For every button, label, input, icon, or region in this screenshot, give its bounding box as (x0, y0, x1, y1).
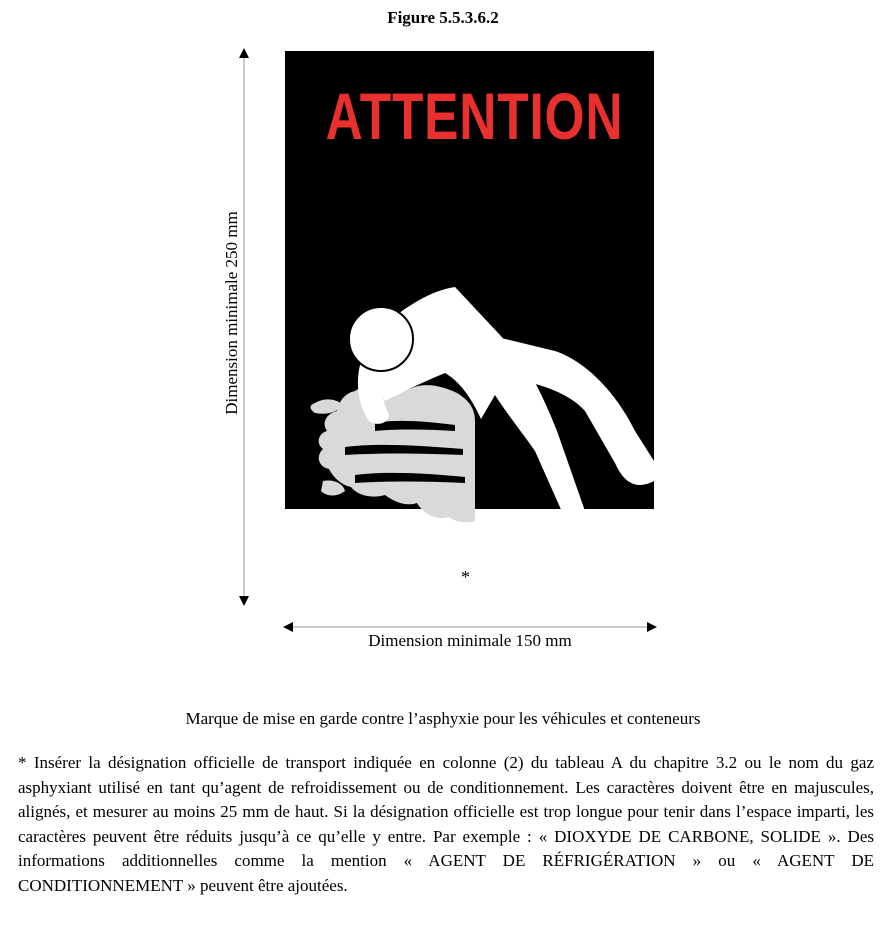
footnote-text: * Insérer la désignation officielle de transport indiquée en colonne (2) du tableau A du chapitre 3.2 ou le nom du gaz asphyxiant utilisé en tant qu’agent de refroidissement ou de conditionnement. Les caractères doivent être en majuscules, alignés, et mesurer au moins 25 mm de haut. Si la désignation officielle est trop longue pour tenir dans l’espace imparti, les caractères peuvent être réduits jusqu’à ce qu’elle y entre. Par exemple : « DIOXYDE DE CARBONE, SOLIDE ». Des informations additionnelles comme la mention « AGENT DE RÉFRIGÉRATION » ou « AGENT DE CONDITIONNEMENT » peuvent être ajoutées. (18, 753, 874, 895)
sign-attention-word: ATTENTION (325, 79, 624, 153)
vertical-dimension-label: Dimension minimale 250 mm (222, 211, 241, 415)
horizontal-dimension-label: Dimension minimale 150 mm (368, 631, 572, 650)
figure-caption: Marque de mise en garde contre l’asphyxie pour les véhicules et conteneurs (185, 709, 701, 728)
asterisk-marker: * (461, 567, 470, 587)
figure-title: Figure 5.5.3.6.2 (387, 8, 499, 27)
